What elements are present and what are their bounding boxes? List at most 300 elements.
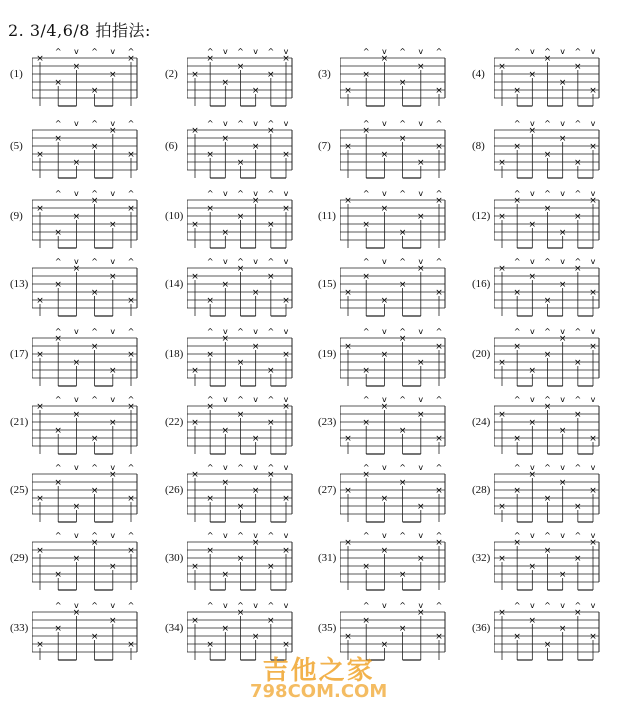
stroke-marker: v [529, 257, 535, 266]
note-mark: × [36, 546, 44, 556]
tab-diagram [32, 118, 157, 186]
tab-diagram [187, 46, 312, 114]
note-mark: × [344, 142, 352, 152]
stroke-marker: v [222, 601, 228, 610]
stroke-marker: v [590, 257, 596, 266]
note-mark: × [191, 418, 199, 428]
stroke-marker: ^ [206, 327, 214, 336]
note-mark: × [398, 134, 407, 144]
note-mark: × [558, 426, 567, 436]
note-mark: × [127, 150, 135, 160]
note-mark: × [191, 70, 199, 80]
note-mark: × [282, 546, 290, 556]
note-mark: × [398, 570, 407, 580]
note-mark: × [513, 434, 521, 444]
stroke-marker: ^ [362, 257, 370, 266]
note-mark: × [251, 342, 260, 352]
stroke-marker: ^ [206, 463, 214, 472]
note-mark: × [90, 434, 99, 444]
note-mark: × [380, 402, 389, 412]
diagram-label: (4) [472, 68, 485, 80]
note-mark: × [206, 204, 214, 214]
stroke-marker: v [110, 327, 116, 336]
note-mark: × [574, 502, 582, 512]
note-mark: × [36, 350, 44, 360]
note-mark: × [344, 288, 352, 298]
note-mark: × [380, 296, 389, 306]
diagram-label: (16) [472, 278, 491, 290]
note-mark: × [574, 62, 582, 72]
note-mark: × [221, 280, 230, 290]
note-mark: × [398, 426, 407, 436]
note-mark: × [498, 264, 506, 274]
stroke-marker: ^ [206, 531, 214, 540]
tab-diagram [340, 394, 465, 462]
note-mark: × [109, 220, 117, 230]
stroke-marker: v [418, 47, 424, 56]
stroke-marker: ^ [513, 531, 521, 540]
diagram-label: (15) [318, 278, 337, 290]
stroke-marker: v [253, 601, 259, 610]
note-mark: × [282, 402, 290, 412]
note-mark: × [362, 272, 370, 282]
stroke-marker: ^ [267, 119, 275, 128]
note-mark: × [589, 486, 597, 496]
stroke-marker: ^ [237, 257, 244, 266]
note-mark: × [191, 470, 199, 480]
tab-diagram [32, 462, 157, 530]
note-mark: × [574, 608, 582, 618]
diagram-label: (11) [318, 210, 336, 222]
note-mark: × [513, 86, 521, 96]
stroke-marker: v [418, 327, 424, 336]
note-mark: × [380, 350, 389, 360]
note-mark: × [417, 358, 425, 368]
note-mark: × [435, 538, 443, 548]
note-mark: × [236, 358, 245, 368]
note-mark: × [380, 150, 389, 160]
note-mark: × [589, 342, 597, 352]
note-mark: × [267, 366, 275, 376]
note-mark: × [90, 486, 99, 496]
note-mark: × [528, 126, 537, 136]
note-mark: × [362, 418, 370, 428]
stroke-marker: ^ [127, 395, 135, 404]
note-mark: × [574, 554, 582, 564]
diagram-label: (32) [472, 552, 491, 564]
diagram-label: (7) [318, 140, 331, 152]
stroke-marker: ^ [206, 189, 214, 198]
note-mark: × [362, 126, 370, 136]
note-mark: × [380, 546, 389, 556]
stroke-marker: ^ [399, 119, 406, 128]
note-mark: × [54, 280, 62, 290]
note-mark: × [398, 78, 407, 88]
diagram-label: (28) [472, 484, 491, 496]
note-mark: × [206, 296, 214, 306]
stroke-marker: ^ [362, 189, 370, 198]
note-mark: × [267, 470, 275, 480]
stroke-marker: ^ [513, 601, 521, 610]
stroke-marker: v [110, 395, 116, 404]
stroke-marker: v [382, 463, 387, 472]
stroke-marker: v [590, 395, 596, 404]
diagram-label: (8) [472, 140, 485, 152]
note-mark: × [206, 350, 214, 360]
stroke-marker: v [110, 189, 116, 198]
stroke-marker: ^ [435, 47, 443, 56]
stroke-marker: ^ [574, 257, 582, 266]
note-mark: × [72, 212, 81, 222]
note-mark: × [574, 158, 582, 168]
note-mark: × [417, 608, 425, 618]
diagram-label: (22) [165, 416, 184, 428]
diagram-label: (20) [472, 348, 491, 360]
note-mark: × [589, 142, 597, 152]
stroke-marker: ^ [54, 257, 62, 266]
stroke-marker: ^ [54, 327, 62, 336]
stroke-marker: v [560, 189, 566, 198]
stroke-marker: v [529, 531, 535, 540]
stroke-marker: ^ [435, 257, 443, 266]
stroke-marker: v [222, 463, 228, 472]
tab-diagram [187, 188, 312, 256]
stroke-marker: ^ [362, 395, 370, 404]
stroke-marker: v [560, 257, 566, 266]
diagram-label: (33) [10, 622, 29, 634]
tab-diagram [32, 256, 157, 324]
tab-diagram [494, 462, 619, 530]
stroke-marker: ^ [54, 119, 62, 128]
note-mark: × [221, 228, 230, 238]
note-mark: × [543, 150, 552, 160]
stroke-marker: v [283, 327, 289, 336]
note-mark: × [127, 204, 135, 214]
stroke-marker: ^ [237, 327, 244, 336]
note-mark: × [543, 494, 552, 504]
diagram-label: (14) [165, 278, 184, 290]
diagram-label: (2) [165, 68, 178, 80]
note-mark: × [127, 402, 135, 412]
note-mark: × [543, 204, 552, 214]
note-mark: × [543, 640, 552, 650]
note-mark: × [251, 86, 260, 96]
stroke-marker: v [283, 47, 289, 56]
note-mark: × [589, 632, 597, 642]
note-mark: × [498, 502, 506, 512]
note-mark: × [36, 494, 44, 504]
stroke-marker: ^ [435, 395, 443, 404]
diagram-label: (18) [165, 348, 184, 360]
stroke-marker: v [283, 601, 289, 610]
note-mark: × [54, 426, 62, 436]
page-title: 2. 3/4,6/8 拍指法: [8, 21, 151, 40]
stroke-marker: ^ [206, 47, 214, 56]
note-mark: × [267, 562, 275, 572]
stroke-marker: ^ [513, 463, 521, 472]
stroke-marker: ^ [237, 47, 244, 56]
stroke-marker: ^ [574, 601, 582, 610]
tab-diagram [32, 394, 157, 462]
diagram-label: (27) [318, 484, 337, 496]
note-mark: × [513, 142, 521, 152]
stroke-marker: ^ [127, 601, 135, 610]
stroke-marker: ^ [91, 463, 98, 472]
tab-diagram [340, 46, 465, 114]
stroke-marker: ^ [362, 119, 370, 128]
note-mark: × [362, 366, 370, 376]
stroke-marker: ^ [435, 119, 443, 128]
note-mark: × [54, 478, 62, 488]
note-mark: × [435, 288, 443, 298]
stroke-marker: ^ [206, 257, 214, 266]
stroke-marker: v [74, 601, 79, 610]
stroke-marker: v [222, 119, 228, 128]
tab-diagram [32, 188, 157, 256]
note-mark: × [380, 204, 389, 214]
note-mark: × [282, 54, 290, 64]
tab-diagram [494, 530, 619, 598]
note-mark: × [528, 616, 537, 626]
stroke-marker: ^ [127, 119, 135, 128]
note-mark: × [344, 434, 352, 444]
stroke-marker: ^ [206, 395, 214, 404]
diagram-label: (21) [10, 416, 29, 428]
stroke-marker: ^ [91, 395, 98, 404]
stroke-marker: v [560, 601, 566, 610]
note-mark: × [221, 134, 230, 144]
note-mark: × [267, 616, 275, 626]
note-mark: × [221, 78, 230, 88]
tab-diagram [32, 530, 157, 598]
note-mark: × [251, 486, 260, 496]
stroke-marker: v [529, 395, 535, 404]
diagram-label: (6) [165, 140, 178, 152]
note-mark: × [54, 570, 62, 580]
stroke-marker: v [590, 47, 596, 56]
note-mark: × [498, 358, 506, 368]
note-mark: × [398, 228, 407, 238]
note-mark: × [574, 358, 582, 368]
note-mark: × [589, 434, 597, 444]
stroke-marker: v [382, 119, 387, 128]
note-mark: × [513, 538, 521, 548]
stroke-marker: ^ [91, 601, 98, 610]
stroke-marker: v [222, 257, 228, 266]
stroke-marker: v [529, 189, 535, 198]
note-mark: × [191, 366, 199, 376]
note-mark: × [435, 196, 443, 206]
stroke-marker: v [418, 531, 424, 540]
note-mark: × [589, 288, 597, 298]
stroke-marker: ^ [362, 601, 370, 610]
note-mark: × [558, 78, 567, 88]
stroke-marker: ^ [127, 189, 135, 198]
stroke-marker: ^ [544, 257, 551, 266]
note-mark: × [558, 228, 567, 238]
stroke-marker: v [590, 327, 596, 336]
tab-diagram [187, 462, 312, 530]
watermark [250, 650, 387, 702]
stroke-marker: ^ [544, 119, 551, 128]
stroke-marker: ^ [237, 119, 244, 128]
note-mark: × [206, 546, 214, 556]
stroke-marker: v [222, 327, 228, 336]
note-mark: × [221, 478, 230, 488]
note-mark: × [206, 494, 214, 504]
note-mark: × [417, 554, 425, 564]
note-mark: × [435, 86, 443, 96]
stroke-marker: ^ [267, 531, 275, 540]
note-mark: × [574, 410, 582, 420]
diagram-label: (5) [10, 140, 23, 152]
tab-diagram [187, 256, 312, 324]
stroke-marker: ^ [267, 395, 275, 404]
note-mark: × [435, 632, 443, 642]
note-mark: × [236, 62, 245, 72]
stroke-marker: ^ [127, 463, 135, 472]
diagram-label: (31) [318, 552, 337, 564]
stroke-marker: v [382, 327, 387, 336]
stroke-marker: v [382, 601, 387, 610]
note-mark: × [435, 342, 443, 352]
note-mark: × [528, 272, 537, 282]
stroke-marker: v [560, 531, 566, 540]
stroke-marker: v [590, 601, 596, 610]
stroke-marker: ^ [237, 531, 244, 540]
note-mark: × [282, 494, 290, 504]
diagram-label: (10) [165, 210, 184, 222]
stroke-marker: ^ [399, 47, 406, 56]
note-mark: × [282, 204, 290, 214]
diagram-label: (36) [472, 622, 491, 634]
diagram-label: (19) [318, 348, 337, 360]
stroke-marker: v [110, 119, 116, 128]
stroke-marker: ^ [435, 327, 443, 336]
note-mark: × [528, 220, 537, 230]
note-mark: × [90, 196, 99, 206]
note-mark: × [498, 62, 506, 72]
stroke-marker: ^ [399, 395, 406, 404]
note-mark: × [36, 402, 44, 412]
stroke-marker: ^ [54, 463, 62, 472]
note-mark: × [221, 426, 230, 436]
stroke-marker: v [110, 531, 116, 540]
stroke-marker: v [418, 189, 424, 198]
stroke-marker: v [529, 47, 535, 56]
stroke-marker: ^ [544, 47, 551, 56]
stroke-marker: v [382, 257, 387, 266]
stroke-marker: v [560, 395, 566, 404]
note-mark: × [589, 86, 597, 96]
stroke-marker: ^ [435, 463, 443, 472]
note-mark: × [251, 196, 260, 206]
stroke-marker: v [529, 463, 535, 472]
note-mark: × [558, 134, 567, 144]
note-mark: × [191, 272, 199, 282]
stroke-marker: ^ [544, 395, 551, 404]
stroke-marker: ^ [399, 327, 406, 336]
diagram-label: (24) [472, 416, 491, 428]
tab-diagram [187, 118, 312, 186]
note-mark: × [36, 150, 44, 160]
note-mark: × [127, 546, 135, 556]
stroke-marker: v [283, 257, 289, 266]
note-mark: × [206, 150, 214, 160]
note-mark: × [54, 228, 62, 238]
note-mark: × [251, 142, 260, 152]
note-mark: × [543, 402, 552, 412]
stroke-marker: v [110, 463, 116, 472]
tab-diagram [340, 530, 465, 598]
stroke-marker: ^ [574, 395, 582, 404]
stroke-marker: v [590, 531, 596, 540]
stroke-marker: v [529, 601, 535, 610]
note-mark: × [362, 562, 370, 572]
note-mark: × [251, 632, 260, 642]
note-mark: × [109, 366, 117, 376]
note-mark: × [236, 212, 245, 222]
note-mark: × [72, 554, 81, 564]
stroke-marker: ^ [206, 601, 214, 610]
note-mark: × [109, 418, 117, 428]
diagram-label: (17) [10, 348, 29, 360]
note-mark: × [127, 350, 135, 360]
note-mark: × [236, 554, 245, 564]
diagram-label: (26) [165, 484, 184, 496]
note-mark: × [54, 624, 62, 634]
note-mark: × [417, 410, 425, 420]
stroke-marker: ^ [574, 189, 582, 198]
note-mark: × [267, 272, 275, 282]
stroke-marker: v [418, 119, 424, 128]
stroke-marker: ^ [91, 531, 98, 540]
stroke-marker: ^ [127, 257, 135, 266]
note-mark: × [417, 158, 425, 168]
note-mark: × [362, 70, 370, 80]
stroke-marker: ^ [54, 601, 62, 610]
stroke-marker: v [74, 531, 79, 540]
note-mark: × [236, 264, 245, 274]
note-mark: × [72, 62, 81, 72]
note-mark: × [72, 502, 81, 512]
note-mark: × [221, 624, 230, 634]
note-mark: × [90, 142, 99, 152]
stroke-marker: ^ [267, 327, 275, 336]
note-mark: × [191, 220, 199, 230]
note-mark: × [109, 616, 117, 626]
stroke-marker: v [560, 119, 566, 128]
stroke-marker: ^ [513, 257, 521, 266]
tab-diagram [494, 118, 619, 186]
note-mark: × [344, 86, 352, 96]
note-mark: × [109, 126, 117, 136]
diagram-label: (30) [165, 552, 184, 564]
stroke-marker: v [590, 463, 596, 472]
stroke-marker: ^ [362, 463, 370, 472]
stroke-marker: v [253, 463, 259, 472]
stroke-marker: v [382, 395, 387, 404]
note-mark: × [558, 334, 567, 344]
stroke-marker: ^ [91, 189, 98, 198]
stroke-marker: ^ [91, 257, 98, 266]
stroke-marker: v [253, 531, 259, 540]
note-mark: × [251, 288, 260, 298]
stroke-marker: v [283, 531, 289, 540]
stroke-marker: ^ [544, 531, 551, 540]
note-mark: × [417, 212, 425, 222]
note-mark: × [127, 640, 135, 650]
